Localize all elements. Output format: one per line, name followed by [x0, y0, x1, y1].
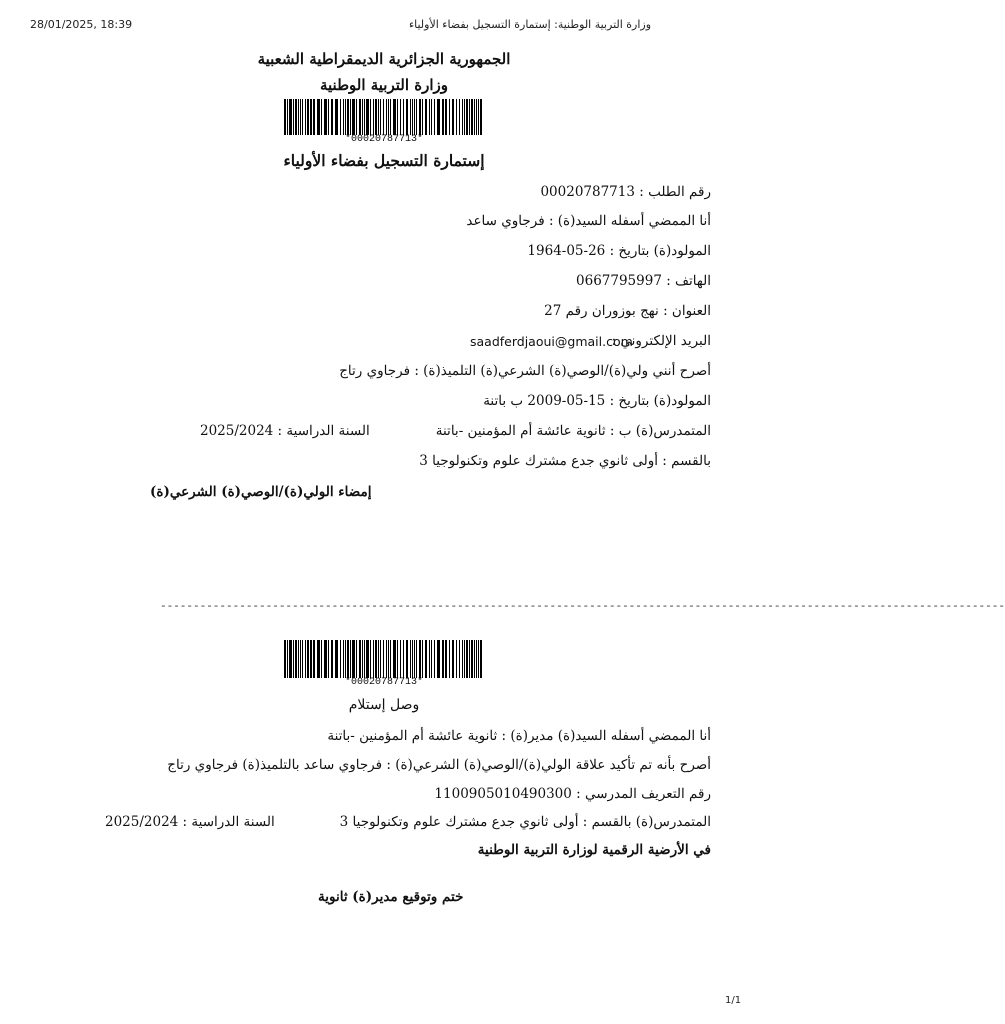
request-number: رقم الطلب : 00020787713	[540, 184, 711, 200]
receipt-declaration: أصرح بأنه تم تأكيد علاقة الولي(ة)/الوصي(ة) الشرعي(ة) : فرجاوي ساعد بالتلميذ(ة) فرجاوي رتاج	[167, 757, 711, 773]
email-value: saadferdjaoui@gmail.com	[470, 334, 633, 349]
guardian-declaration: أصرح أنني ولي(ة)/الوصي(ة) الشرعي(ة) التلميذ(ة) : فرجاوي رتاج	[339, 363, 711, 379]
receipt-class: المتمدرس(ة) بالقسم : أولى ثانوي جدع مشترك علوم وتكنولوجيا 3	[339, 814, 711, 830]
undersigned-name: أنا الممضي أسفله السيد(ة) : فرجاوي ساعد	[466, 213, 711, 229]
address: العنوان : نهج بوزوران رقم 27	[544, 303, 711, 319]
email-label: البريد الإلكتروني :	[611, 333, 711, 349]
ministry-heading: وزارة التربية الوطنية	[319, 76, 448, 94]
page-number: 1/1	[725, 995, 742, 1006]
republic-heading: الجمهورية الجزائرية الديمقراطية الشعبية	[257, 50, 511, 68]
school-id-number: رقم التعريف المدرسي : 1100905010490300	[434, 786, 711, 802]
barcode-text: *00020787713*	[344, 677, 423, 688]
barcode-text: *00020787713*	[344, 134, 423, 145]
print-datetime: 28/01/2025, 18:39	[30, 18, 133, 31]
school-year: السنة الدراسية : 2025/2024	[200, 423, 370, 439]
form-title: إستمارة التسجيل بفضاء الأولياء	[283, 151, 485, 170]
receipt-school-year: السنة الدراسية : 2025/2024	[105, 814, 275, 830]
principal-stamp-label: ختم وتوقيع مدير(ة) ثانوية	[318, 889, 464, 905]
student-class: بالقسم : أولى ثانوي جدع مشترك علوم وتكنولوجيا 3	[419, 453, 711, 469]
birth-date: المولود(ة) بتاريخ : 26-05-1964	[527, 243, 711, 259]
student-school: المتمدرس(ة) ب : ثانوية عائشة أم المؤمنين -باتنة	[435, 423, 711, 439]
student-birth-date: المولود(ة) بتاريخ : 15-05-2009 ب باتنة	[483, 393, 711, 409]
barcode	[284, 640, 484, 678]
receipt-undersigned: أنا الممضي أسفله السيد(ة) مدير(ة) : ثانوية عائشة أم المؤمنين -باتنة	[327, 728, 711, 744]
print-page-title: وزارة التربية الوطنية: إستمارة التسجيل بفضاء الأولياء	[408, 18, 652, 31]
receipt-title: وصل إستلام	[348, 697, 420, 713]
cut-line-separator: --------------------------------------------------------------------------------------------------------------------------------	[160, 601, 1005, 613]
digital-platform-note: في الأرضية الرقمية لوزارة التربية الوطنية	[477, 842, 711, 858]
guardian-signature-label: إمضاء الولي(ة)/الوصي(ة) الشرعي(ة)	[150, 484, 372, 500]
phone-number: الهاتف : 0667795997	[576, 273, 711, 289]
barcode	[284, 99, 484, 135]
